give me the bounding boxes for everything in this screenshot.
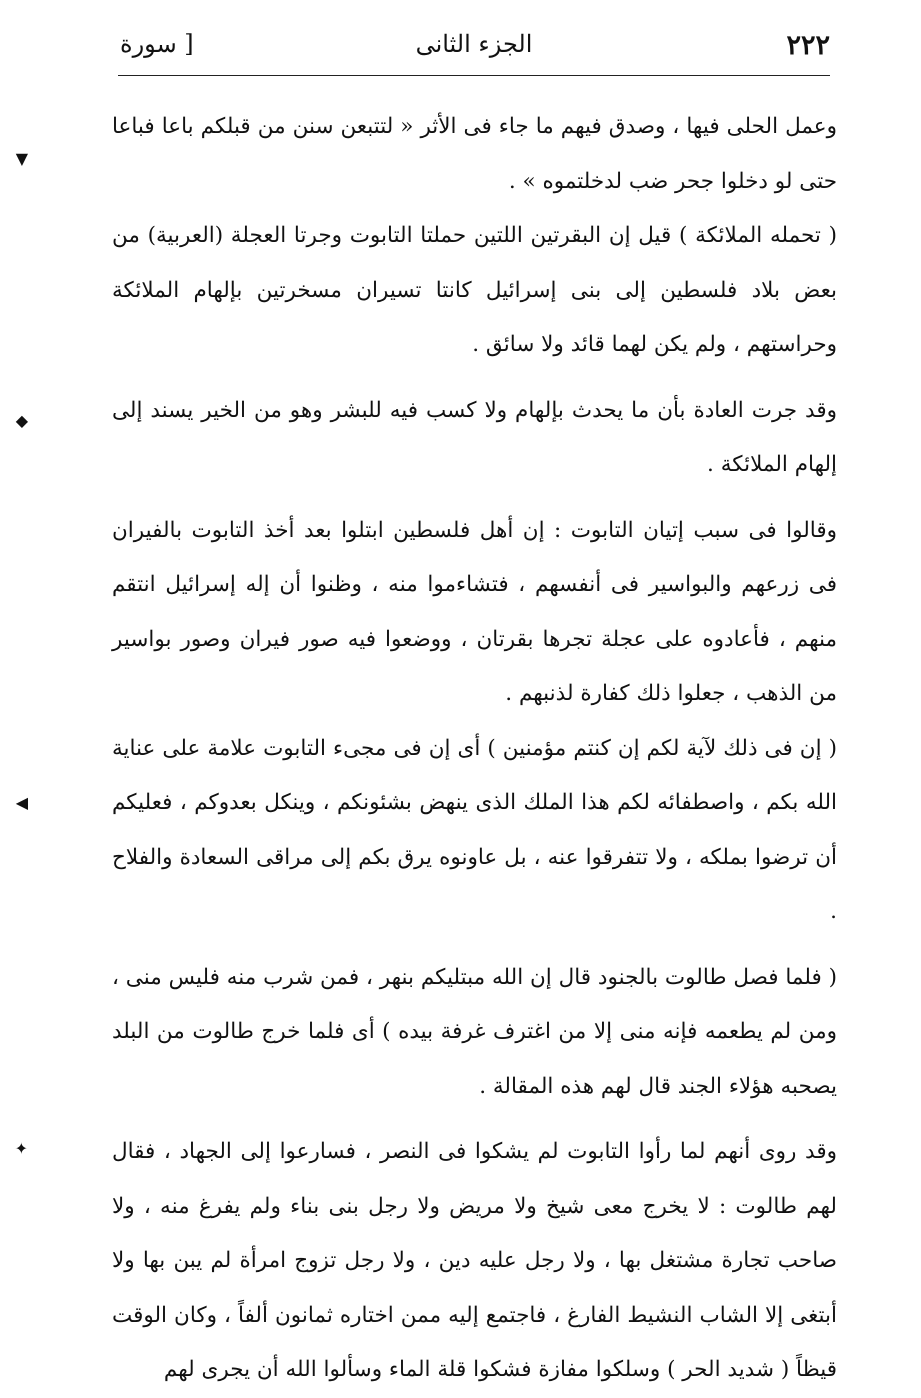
surah-label: [ سورة [120,30,194,58]
binding-mark-icon: ▼ [15,149,28,168]
part-title: الجزء الثانى [415,30,533,58]
paragraph-2: ( تحمله الملائكة ) قيل إن البقرتين اللتين حملتا التابوت وجرتا العجلة (العربية) من بعض بلاد فلسطين إلى بنى إسرائيل كانتا تسيران مسخرتين بإلهام الملائكة وحراستهم ، ولم يكن لهما قائد ولا سائق . [112,223,837,357]
page-header [118,22,830,76]
header-rule [118,75,830,76]
binding-mark-icon: ◀ [15,793,28,812]
binding-mark-icon: ◆ [15,411,28,430]
binding-mark-icon: ✦ [14,1139,28,1158]
paragraph-7: وقد روى أنهم لما رأوا التابوت لم يشكوا فى النصر ، فسارعوا إلى الجهاد ، فقال لهم طالوت : لا يخرج معى شيخ ولا مريض ولا رجل بنى بناء ولم يفرغ منه ، ولا صاحب تجارة مشتغل بها ، ولا رجل عليه دين ، ولا رجل تزوج امرأة لم يبن بها ولا أبتغى إلا الشاب النشيط الفارغ ، فاجتمع إليه ممن اختاره ثمانون ألفاً ، وكان الوقت قيظاً ( شديد الحر ) وسلكوا مفازة فشكوا قلة الماء وسألوا الله أن يجرى لهم [112,1139,837,1382]
page-number: ٢٢٢ [786,30,830,61]
paragraph-5: ( إن فى ذلك لآية لكم إن كنتم مؤمنين ) أى إن فى مجىء التابوت علامة على عناية الله بكم ، واصطفائه لكم هذا الملك الذى ينهض بشئونكم ، وينكل بعدوكم ، فعليكم أن ترضوا بملكه ، ولا تتفرقوا عنه ، بل عاونوه يرق بكم إلى مراقى السعادة والفلاح . [112,735,837,924]
paragraph-3: وقد جرت العادة بأن ما يحدث بإلهام ولا كسب فيه للبشر وهو من الخير يسند إلى إلهام الملائكة . [112,397,837,477]
body-text [112,100,837,1398]
paragraph-1: وعمل الحلى فيها ، وصدق فيهم ما جاء فى الأثر « لتتبعن سنن من قبلكم باعا فباعا حتى لو دخلوا جحر ضب لدخلتموه » . [112,114,837,194]
paragraph-4: وقالوا فى سبب إتيان التابوت : إن أهل فلسطين ابتلوا بعد أخذ التابوت بالفيران فى زرعهم والبواسير فى أنفسهم ، فتشاءموا منه ، وظنوا أن إله إسرائيل انتقم منهم ، فأعادوه على عجلة تجرها بقرتان ، ووضعوا فيه صور فيران وصور بواسير من الذهب ، جعلوا ذلك كفارة لذنبهم . [112,517,837,706]
paragraph-6: ( فلما فصل طالوت بالجنود قال إن الله مبتليكم بنهر ، فمن شرب منه فليس منى ، ومن لم يطعمه فإنه منى إلا من اغترف غرفة بيده ) أى فلما خرج طالوت من البلد يصحبه هؤلاء الجند قال لهم هذه المقالة . [112,964,837,1099]
